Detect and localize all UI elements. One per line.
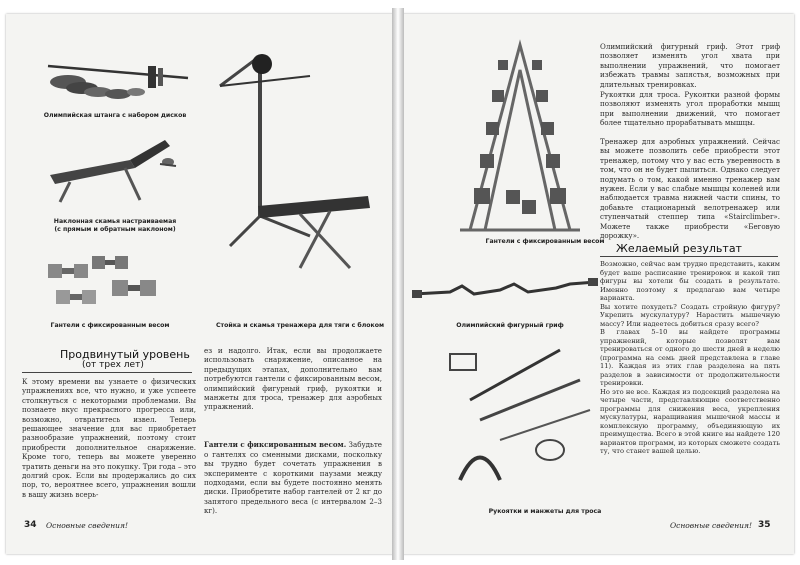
- right-column-text-b: Рукоятки для троса. Рукоятки разной формы позволяют изменять угол проработки мышц при выполнении движений, что помогает более тщательно прорабатывать мышцы.: [600, 90, 780, 128]
- book-gutter: [392, 8, 404, 560]
- advanced-level-heading: Продвинутый уровень: [60, 348, 190, 361]
- dumbbell-rack-caption: Гантели с фиксированным весом: [485, 238, 605, 245]
- left-column-2-text-a: ез и надолго. Итак, если вы продолжаете использовать снаряжение, описанное на предыдущих этапах, дополнительно вам потребуются гантели с фиксированным весом, олимпийский фигурный гриф, рукоятки и манжеты для троса, тренажер для аэробных упражнений.: [204, 346, 382, 412]
- cable-handles-illustration: [440, 340, 600, 500]
- left-footer-title: Основные сведения!: [46, 521, 128, 530]
- result-heading-underline: [600, 256, 778, 257]
- cable-handles-caption: Рукоятки и манжеты для троса: [488, 508, 602, 515]
- barbell-illustration: [40, 44, 190, 104]
- adjustable-bench-illustration: [40, 130, 190, 210]
- left-page-number: 34: [24, 520, 37, 530]
- dumbbells-illustration: [42, 250, 172, 320]
- dumbbells-caption: Гантели с фиксированным весом: [50, 322, 170, 329]
- bench-caption-line1: Наклонная скамья настраиваемая: [53, 218, 177, 225]
- cable-station-caption: Стойка и скамья тренажера для тяги с блоком: [215, 322, 385, 329]
- left-column-1-text: К этому времени вы узнаете о физических упражнениях все, что нужно, и уже успеете столкнуться с некоторыми проблемами. Вы познаете вкус прекрасного прогресса или, возможно, отвратитесь извел. Теперь решающее значение для вас приобретает разнообразие упражнений, поэтому стоит приобрести дополнительное снаряжение. Кроме того, теперь вы можете уверенно тратить деньги на это покупку. Три года – это долгий срок. Если вы продержались до сих пор, то, вероятнее всего, упражнения вошли в вашу жизнь всерь-: [22, 377, 196, 499]
- cable-station-illustration: [200, 46, 380, 286]
- right-column-text-a: Олимпийский фигурный гриф. Этот гриф позволяет изменять угол хвата при выполнении упражнений, что помогает избежать травмы запястья, возможных при длительных тренировках.: [600, 42, 780, 89]
- bench-caption-line2: (с прямым и обратным наклоном): [54, 226, 176, 233]
- desired-result-heading: Желаемый результат: [616, 242, 742, 255]
- right-column-text-c: Тренажер для аэробных упражнений. Сейчас вы можете позволить себе приобрести этот тренажер, потому что у вас есть уверенность в том, что он не будет пылиться. Однако следует подумать о том, какой именно тренажер вам нужен. Если у вас слабые мышцы коленей или наблюдается травма нижней части спины, то добавьте стационарный велотренажер или ступенчатый степпер типа «Stairclimber». Можете также приобрести «Беговую дорожку».: [600, 137, 780, 241]
- ez-curl-bar-caption: Олимпийский фигурный гриф: [456, 322, 564, 329]
- left-column-2-text-b-wrap: [204, 431, 382, 516]
- dumbbell-rack-illustration: [450, 40, 590, 240]
- right-page-number: 35: [758, 520, 771, 530]
- result-text: Возможно, сейчас вам трудно представить, каким будет ваше расписание тренировок и какой тип фигуры вы хотели бы создать в результате. Именно поэтому я предлагаю вам четыре варианта. Вы хотите похудеть? Создать стройную фигуру? Укрепить мускулатуру? Нарастить мышечную массу? Или надеетесь добиться сразу всего? В главах 5–10 вы найдете программы упражнений, которые позволят вам тренироваться от одного до шести дней в неделю (программа на семь дней представлена в главе 11). Каждая из этих глав разделена на пять разделов в зависимости от продолжительности тренировки. Но это не все. Каждая из подсекций разделена на четыре части, представляющие соответственно программы для снижения веса, укрепления мускулатуры, наращивания мышечной массы и комплексную программу, объединяющую их преимущества. Всего в этой книге вы найдете 120 вариантов программ, из которых сможете создать ту, что станет вашей целью.: [600, 260, 780, 455]
- right-footer-title: Основные сведения!: [670, 521, 752, 530]
- heading-underline: [22, 372, 192, 373]
- left-column-2-text-b: Забудьте о гантелях со сменными дисками, поскольку вы трудно будет сочетать упражнения в эксперименте с короткими паузами между подходами, если вы будете постоянно менять диски. Приобретите набор гантелей от 2 кг до запятого предельного веса (с интервалом 2–3 кг).: [204, 440, 382, 516]
- barbell-caption: Олимпийская штанга с набором дисков: [43, 112, 187, 119]
- fixed-dumbbells-bold: Гантели с фиксированным весом.: [204, 440, 347, 450]
- ez-curl-bar-illustration: [410, 270, 600, 310]
- advanced-level-subtitle: (от трех лет): [82, 360, 144, 370]
